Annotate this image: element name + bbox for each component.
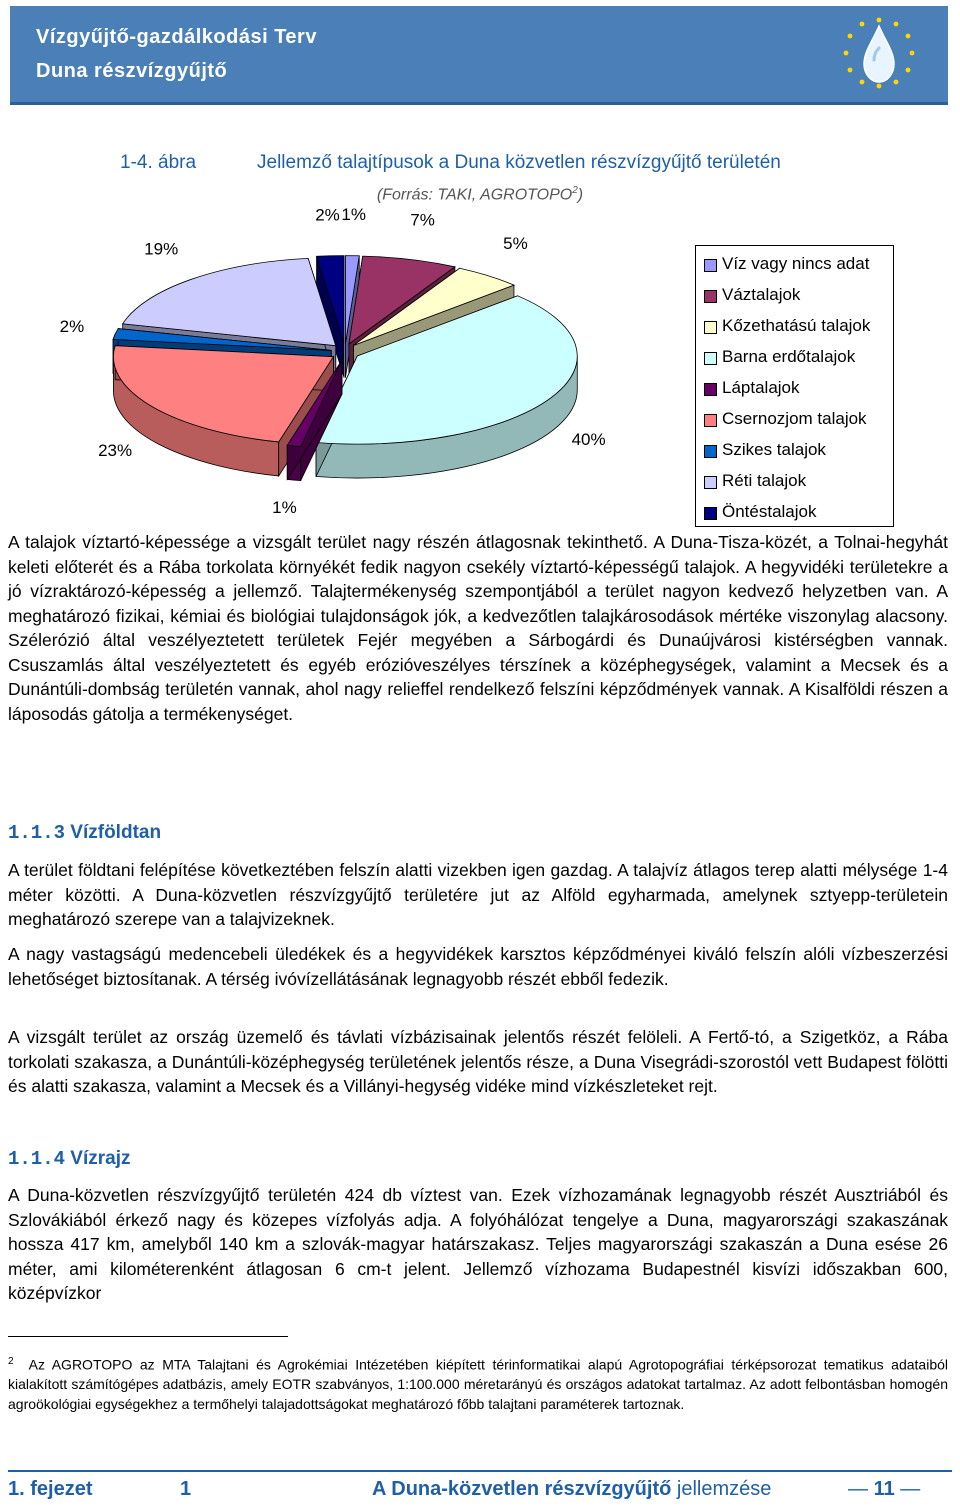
- legend-label: Szikes talajok: [722, 440, 826, 459]
- soil-type-pie-chart: [0, 205, 690, 530]
- paragraph-geology: A terület földtani felépítése következtében felszín alatti vizekben igen gazdag. A talajvíz átlagos terep alatti mélysége 1-4 méter közötti. A Duna-közvetlen részvízgyűjtő területére jut az Alföld egyharmada, amelynek sztyepp-területein meghatározó szerepe van a talajvizeknek.: [8, 860, 948, 929]
- section-heading-hydrography: 1.1.4 Vízrajz: [8, 1148, 131, 1170]
- legend-swatch: [704, 290, 717, 303]
- legend-swatch: [704, 414, 717, 427]
- legend-swatch: [704, 383, 717, 396]
- footer-rule: [8, 1470, 952, 1472]
- legend-label: Réti talajok: [722, 471, 807, 490]
- footnote: $^2$ Az AGROTOPO az MTA Talajtani és Agrokémiai Intézetében kiépített térinformatikai alapú Agrotopográfiai térképsorozat tematikus adataiból kialakított számítógépes adatbázis, amely EOTR szabványos, 1:100.000 méretarányú és országos adatokat tartalmaz. Az adott felbontásban homogén agroökológiai egységekhez a termőhelyi talajadottságokat meghatározó főbb talajtani paraméterek tartoznak.: [8, 1356, 949, 1412]
- paragraph-sediments: A nagy vastagságú medencebeli üledékek és a hegyvidékek karsztos képződményei kiváló felszín alóli vízbeszerzési lehetőséget biztosítanak. A térség ivóvízellátásának legnagyobb részét ebből fedezik.: [8, 944, 948, 989]
- figure-source: (Forrás: TAKI, AGROTOPO$^2$): [376, 185, 584, 204]
- footer-document-title: A Duna-közvetlen részvízgyűjtő jellemzése: [372, 1478, 772, 1500]
- legend-label: Csernozjom talajok: [722, 409, 867, 428]
- chart-legend: [695, 245, 894, 527]
- pie-data-label: 2%: [315, 205, 340, 225]
- legend-swatch: [704, 445, 717, 458]
- legend-label: Láptalajok: [722, 378, 800, 397]
- footer-page: — 11 —: [848, 1478, 921, 1500]
- footer-chapter-number: 1: [180, 1478, 192, 1500]
- pie-data-label: 7%: [410, 210, 435, 230]
- footer-chapter: 1. fejezet: [8, 1478, 93, 1500]
- pie-data-label: 5%: [503, 234, 528, 253]
- pie-data-label: 1%: [272, 498, 297, 518]
- page-header: [10, 6, 948, 105]
- legend-swatch: [704, 352, 717, 365]
- paragraph-water-resources: A vizsgált terület az ország üzemelő és távlati vízbázisainak jelentős részét felöleli. A Fertő-tó, a Szigetköz, a Rába torkolati szakasza, a Dunántúli-középhegység területének jelentős része, a Duna Visegrádi-szorostól vett Budapest fölötti és alatti szakasza, valamint a Mecsek és a Villányi-hegység vidéke mind vízkészleteket rejt.: [8, 1027, 948, 1096]
- header-subtitle: Duna részvízgyűjtő: [36, 60, 228, 82]
- footnote-separator: [8, 1336, 288, 1337]
- pie-data-label: 40%: [571, 429, 606, 449]
- legend-label: Barna erdőtalajok: [722, 347, 856, 366]
- legend-label: Víz vagy nincs adat: [722, 254, 870, 273]
- pie-data-label: 23%: [98, 441, 133, 460]
- pie-data-label: 2%: [59, 317, 85, 337]
- legend-swatch: [704, 476, 717, 489]
- legend-label: Öntéstalajok: [722, 502, 817, 521]
- header-title: Vízgyűjtő-gazdálkodási Terv: [36, 26, 317, 48]
- legend-label: Váztalajok: [722, 285, 801, 304]
- pie-data-label: 19%: [144, 239, 179, 259]
- figure-title: Jellemző talajtípusok a Duna közvetlen részvízgyűjtő területén: [257, 152, 781, 173]
- paragraph-water-bodies: A Duna-közvetlen részvízgyűjtő területén 424 db víztest van. Ezek vízhozamának legnagyobb részét Ausztriából és Szlovákiából érkező nagy és közepes vízfolyás adja. A folyóhálózat tengelye a Duna, magyarországi szakaszának hossza 417 km, amelyből 140 km a szlovák-magyar határszakasz. Teljes magyarországi szakaszán a Duna esése 26 méter, ami kilométerenként átlagosan 6 cm-t jelent. Jellemző vízhozama Budapestnél kisvízi időszakban 600, középvízkor: [8, 1185, 948, 1303]
- section-heading-hydrogeology: 1.1.3 Vízföldtan: [8, 822, 162, 844]
- figure-number: 1-4. ábra: [120, 152, 197, 173]
- paragraph-soil-water: A talajok víztartó-képessége a vizsgált terület nagy részén átlagosnak tekinthető. A Duna-Tisza-közét, a Tolnai-hegyhát keleti előterét és a Rába torkolata környékét fedik nagyon csekély víztartó-képességű talajok. A hegyvidéki területekre a jó vízraktározó-képesség a jellemző. Talajtermékenység szempontjából a terület nagyon kedvező helyzetben van. A meghatározó fizikai, kémiai és biológiai tulajdonságok jók, a kedvezőtlen talajkárosodások mértéke viszonylag alacsony. Szélerózió által veszélyeztetett területek Fejér megyében a Sárbogárdi és Dunaújvárosi kistérségben vannak. Csuszamlás által veszélyeztetett és egyéb erózióveszélyes térszínek a középhegységek, valamint a Mecsek és a Dunántúli-dombság területén vannak, ahol nagy relieffel rendelkező felszíni képződmények vannak. A Kisalföldi részen a láposodás gátolja a termékenységet.: [8, 532, 948, 724]
- legend-swatch: [704, 321, 717, 334]
- legend-swatch: [704, 507, 717, 520]
- pie-data-label: 1%: [341, 205, 366, 225]
- eu-water-drop-logo: [824, 12, 934, 96]
- legend-swatch: [704, 259, 717, 272]
- legend-label: Kőzethatású talajok: [722, 316, 871, 335]
